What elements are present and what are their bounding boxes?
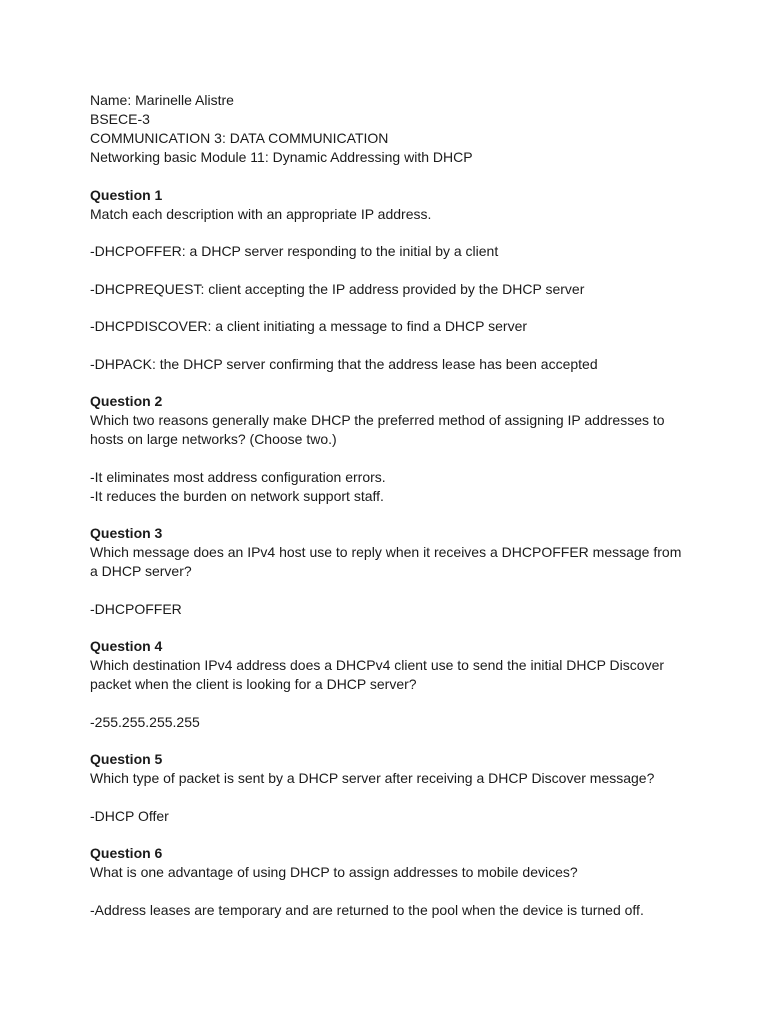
- answer-item: -Address leases are temporary and are returned to the pool when the device is turned off.: [90, 901, 644, 918]
- answer-item: -DHCPDISCOVER: a client initiating a message to find a DHCP server: [90, 318, 528, 334]
- answer-item: -255.255.255.255: [90, 713, 200, 730]
- question-5: [90, 750, 690, 826]
- question-text: Which type of packet is sent by a DHCP server after receiving a DHCP Discover message?: [90, 770, 655, 786]
- spacer: [90, 581, 690, 600]
- question-title: Question 3: [90, 525, 163, 541]
- spacer: [90, 882, 690, 901]
- question-text: Which two reasons generally make DHCP the preferred method of assigning IP addresses to hosts on large networks? (Choose two.): [90, 412, 669, 447]
- spacer: [90, 788, 690, 807]
- question-title: Question 5: [90, 751, 163, 767]
- spacer: [90, 261, 690, 280]
- answer-item: -DHCPOFFER: [90, 600, 182, 617]
- answer-item: -DHCP Offer: [90, 807, 169, 824]
- question-title: Question 1: [90, 186, 163, 203]
- answer-item: -DHPACK: the DHCP server confirming that the address lease has been accepted: [90, 355, 598, 372]
- question-2: [90, 392, 690, 506]
- spacer: [90, 506, 690, 525]
- spacer: [90, 224, 690, 243]
- answer-item: -It reduces the burden on network support staff.: [90, 487, 384, 504]
- question-3: [90, 524, 690, 619]
- spacer: [90, 732, 690, 751]
- spacer: [90, 619, 690, 638]
- question-1: [90, 186, 690, 374]
- spacer: [90, 336, 690, 355]
- spacer: [90, 826, 690, 845]
- spacer: [90, 299, 690, 318]
- question-text: Which message does an IPv4 host use to reply when it receives a DHCPOFFER message from a DHCP server?: [90, 544, 686, 579]
- answer-item: -It eliminates most address configuration errors.: [90, 468, 386, 485]
- question-6: [90, 844, 690, 920]
- spacer: [90, 449, 690, 468]
- question-text: What is one advantage of using DHCP to assign addresses to mobile devices?: [90, 864, 578, 880]
- spacer: [90, 374, 690, 393]
- student-section: BSECE-3: [90, 111, 150, 127]
- question-text: Which destination IPv4 address does a DHCPv4 client use to send the initial DHCP Discover packet when the client is looking for a DHCP server?: [90, 657, 668, 692]
- spacer: [90, 694, 690, 713]
- answer-item: -DHCPOFFER: a DHCP server responding to the initial by a client: [90, 243, 499, 259]
- course-title: COMMUNICATION 3: DATA COMMUNICATION: [90, 130, 389, 146]
- document-page: [90, 91, 690, 920]
- question-title: Question 2: [90, 393, 163, 409]
- answer-item: -DHCPREQUEST: client accepting the IP address provided by the DHCP server: [90, 280, 585, 297]
- question-title: Question 4: [90, 638, 163, 654]
- question-text: Match each description with an appropriate IP address.: [90, 205, 432, 222]
- spacer: [90, 167, 690, 186]
- question-title: Question 6: [90, 845, 163, 861]
- module-title: Networking basic Module 11: Dynamic Addressing with DHCP: [90, 149, 473, 165]
- student-name: Name: Marinelle Alistre: [90, 92, 234, 108]
- question-4: [90, 637, 690, 732]
- document-header: [90, 91, 690, 167]
